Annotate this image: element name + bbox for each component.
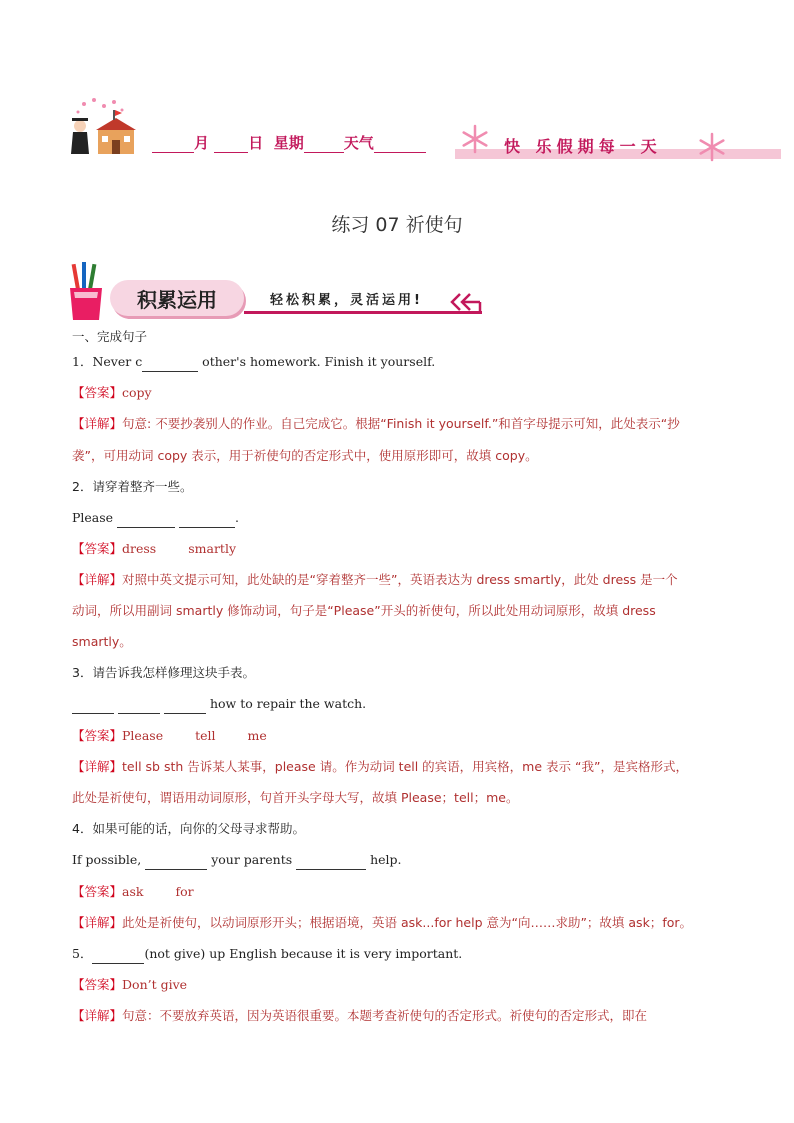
answer-blank[interactable] (145, 855, 207, 870)
question-1: 1．Never c other's homework. Finish it yourself. (72, 352, 435, 372)
question-4-en: If possible, your parents help. (72, 850, 402, 870)
answer-blank[interactable] (164, 699, 206, 714)
answer-blank[interactable] (72, 699, 114, 714)
detail-line: 此处是祈使句，谓语用动词原形，句首开头字母大写，故填 Please；tell；me。 (72, 790, 519, 805)
month-label: 月 (194, 134, 210, 152)
header-illustration (64, 96, 144, 160)
question-5: 5． (not give) up English because it is very important. (72, 944, 462, 964)
detail-line: 【详解】对照中英文提示可知，此处缺的是“穿着整齐一些”，英语表达为 dress smartly，此处 dress 是一个 (72, 572, 678, 587)
answer-line-1: 【答案】copy (72, 385, 152, 400)
question-3-en: how to repair the watch. (72, 694, 366, 714)
weekday-blank[interactable] (304, 136, 344, 153)
answer-blank[interactable] (92, 949, 144, 964)
detail-line: 袭”，可用动词 copy 表示，用于祈使句的否定形式中，使用原形即可，故填 copy。 (72, 448, 538, 463)
question-4: 4．如果可能的话，向你的父母寻求帮助。 (72, 821, 305, 836)
answer-blank[interactable] (118, 699, 160, 714)
answer-blank[interactable] (117, 513, 175, 528)
snowflake-icon (460, 124, 490, 158)
answer-blank[interactable] (179, 513, 235, 528)
answer-line-3: 【答案】Please tell me (72, 728, 267, 743)
date-weather-line (152, 132, 426, 153)
detail-line: smartly。 (72, 634, 132, 649)
answer-blank[interactable] (142, 357, 198, 372)
answer-line-5: 【答案】Don’t give (72, 977, 188, 992)
question-3: 3．请告诉我怎样修理这块手表。 (72, 665, 255, 680)
month-blank[interactable] (152, 136, 194, 153)
snowflake-icon (697, 132, 727, 166)
pencil-cup-icon (66, 262, 106, 322)
answer-line-4: 【答案】ask for (72, 884, 194, 899)
weather-blank[interactable] (374, 136, 426, 153)
section-name: 积累运用 (137, 288, 217, 312)
day-blank[interactable] (214, 136, 248, 153)
double-chevron-left-icon (446, 290, 482, 318)
detail-line: 动词，所以用副词 smartly 修饰动词，句子是“Please”开头的祈使句，所以此处用动词原形，故填 dress (72, 603, 656, 618)
weather-label: 天气 (343, 134, 374, 152)
section-slogan: 轻松积累，灵活运用! (270, 293, 423, 308)
detail-line: 【详解】句意: 不要抄袭别人的作业。自己完成它。根据“Finish it yourself.”和首字母提示可知，此处表示“抄 (72, 416, 680, 431)
header-slogan: 快 乐假期每一天 (504, 137, 662, 156)
weekday-label: 星期 (273, 134, 304, 152)
page-title: 练习 07 祈使句 (331, 214, 463, 236)
answer-line-2: 【答案】dress smartly (72, 541, 237, 556)
part-heading: 一、完成句子 (72, 329, 148, 344)
question-2: 2．请穿着整齐一些。 (72, 479, 193, 494)
day-label: 日 (248, 134, 264, 152)
question-2-en: Please . (72, 508, 239, 528)
detail-line: 【详解】句意：不要放弃英语，因为英语很重要。本题考查祈使句的否定形式。祈使句的否定形式，即在 (72, 1008, 648, 1023)
answer-blank[interactable] (296, 855, 366, 870)
detail-line: 【详解】tell sb sth 告诉某人某事，please 请。作为动词 tell 的宾语，用宾格，me 表示 “我”，是宾格形式， (72, 759, 688, 774)
detail-line: 【详解】此处是祈使句，以动词原形开头；根据语境，英语 ask...for help 意为“向……求助”；故填 ask；for。 (72, 915, 693, 930)
